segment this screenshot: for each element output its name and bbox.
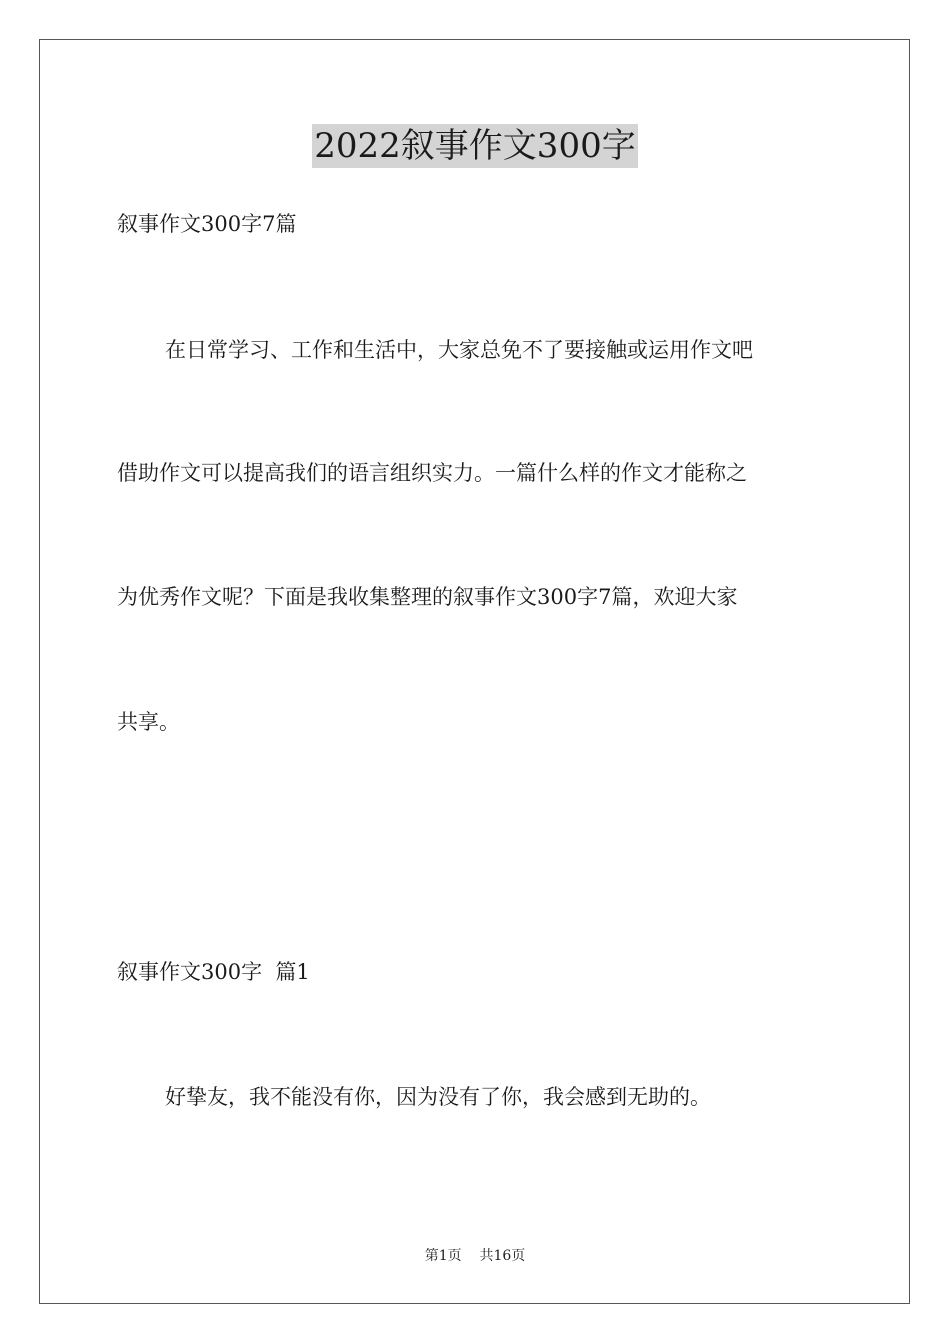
document-title-text: 2022叙事作文300字 <box>314 126 636 166</box>
document-title <box>0 124 950 168</box>
document-subtitle: 叙事作文300字7篇 <box>117 212 297 236</box>
page-footer <box>0 1247 950 1265</box>
section-paragraph-line-1: 好挚友，我不能没有你，因为没有了你，我会感到无助的。 <box>165 1085 711 1109</box>
intro-line-1: 在日常学习、工作和生活中，大家总免不了要接触或运用作文吧 <box>165 338 753 362</box>
page-number: 第1页 <box>424 1248 462 1264</box>
total-pages: 共16页 <box>479 1248 526 1264</box>
section-heading: 叙事作文300字 篇1 <box>117 960 310 984</box>
intro-line-4: 共享。 <box>117 710 180 734</box>
intro-line-3: 为优秀作文呢？下面是我收集整理的叙事作文300字7篇，欢迎大家 <box>117 585 738 609</box>
intro-line-2: 借助作文可以提高我们的语言组织实力。一篇什么样的作文才能称之 <box>117 461 747 485</box>
